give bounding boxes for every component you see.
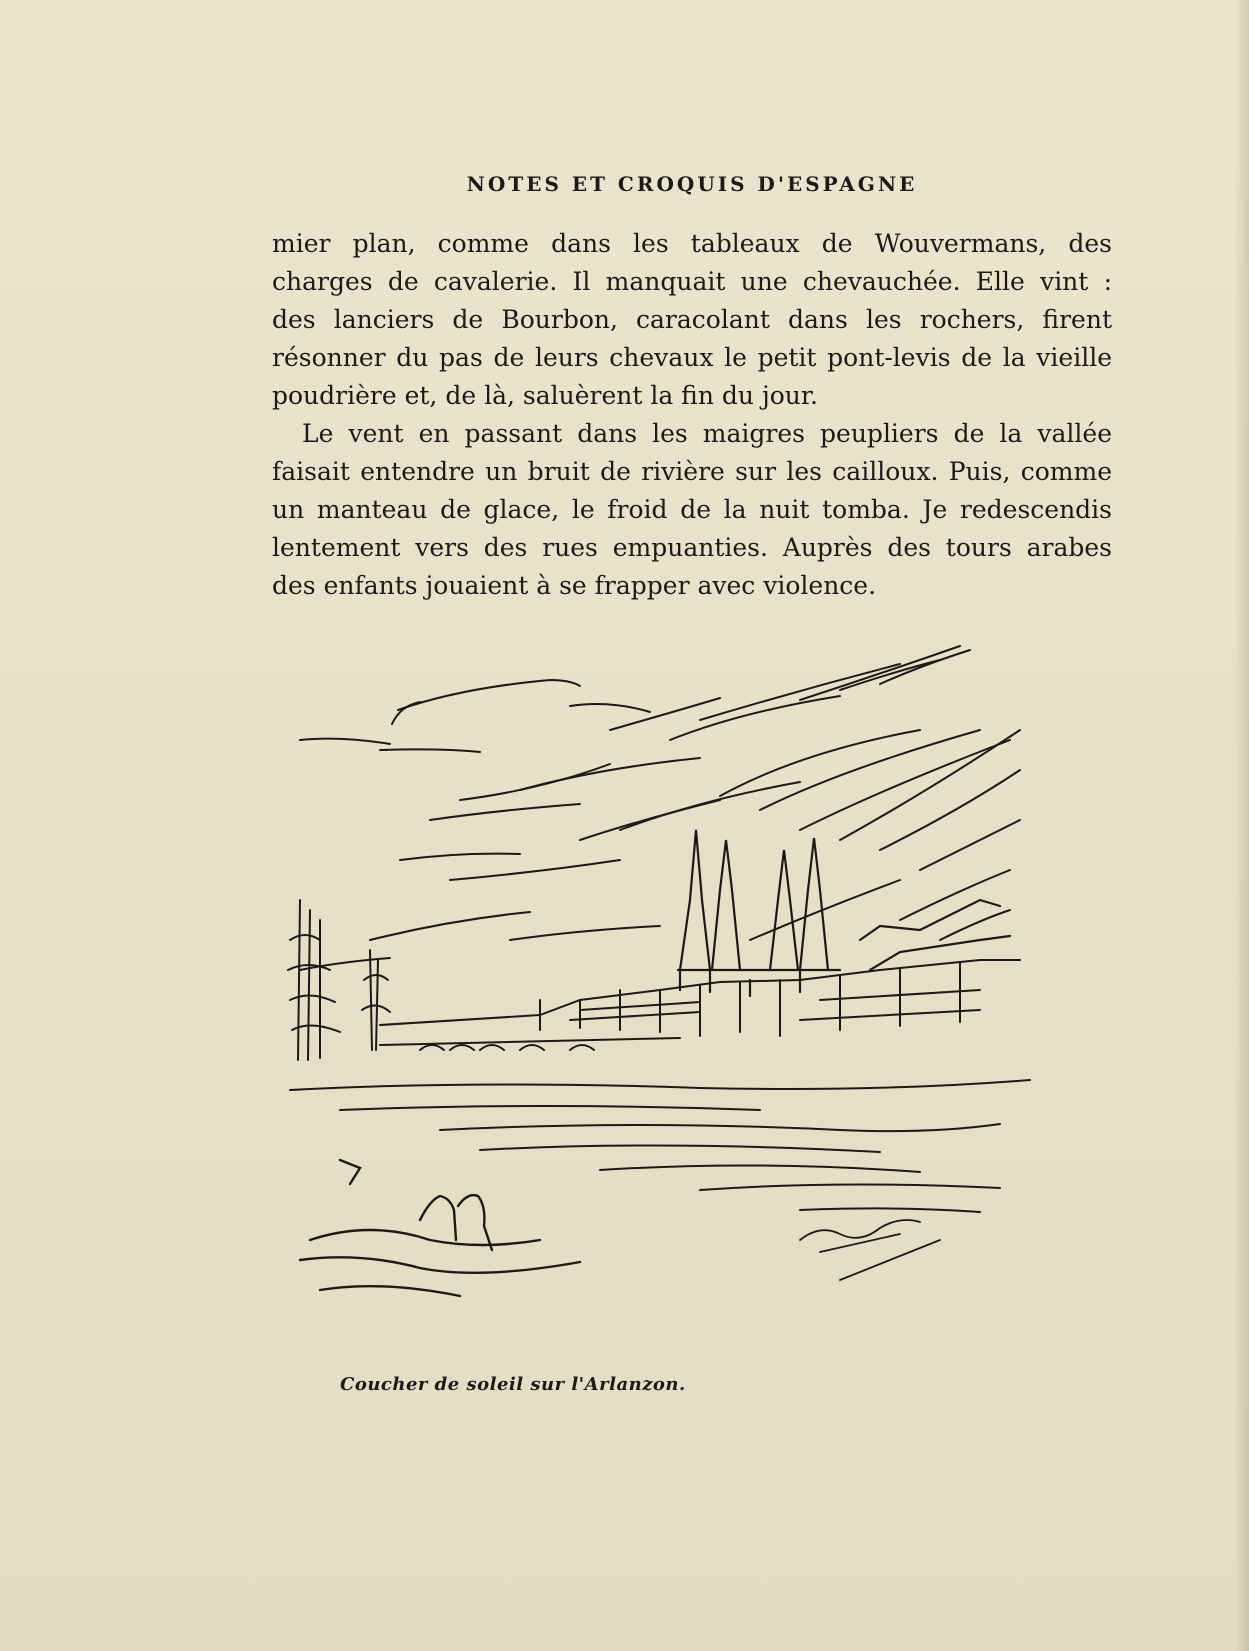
poplar-trees [288, 900, 390, 1060]
text-line: des lanciers de Bourbon, caracolant dans les rochers, firent [272, 305, 1112, 334]
text-line: des enfants jouaient à se frapper avec violence. [272, 571, 877, 600]
washerwomen-figures [300, 1160, 580, 1296]
sky-hatching [300, 646, 1020, 970]
text-line: poudrière et, de là, saluèrent la fin du jour. [272, 381, 819, 410]
page-edge-shadow [1235, 0, 1249, 1651]
text-line: faisait entendre un bruit de rivière sur les cailloux. Puis, comme [272, 457, 1112, 486]
text-line: mier plan, comme dans les tableaux de Wouvermans, des [272, 229, 1112, 258]
river-water [290, 1080, 1030, 1212]
body-text [272, 225, 1112, 605]
running-title: NOTES ET CROQUIS D'ESPAGNE [466, 172, 918, 196]
text-line: résonner du pas de leurs chevaux le petit pont-levis de la vieille [272, 343, 1112, 372]
illustration-caption: Coucher de soleil sur l'Arlanzon. [340, 1374, 686, 1395]
text-line: charges de cavalerie. Il manquait une chevauchée. Elle vint : [272, 267, 1112, 296]
text-line: un manteau de glace, le froid de la nuit tomba. Je redescendis [272, 495, 1112, 524]
text-line: Le vent en passant dans les maigres peupliers de la vallée [302, 419, 1112, 448]
pen-drawing-illustration [280, 640, 1100, 1340]
artist-signature [800, 1220, 940, 1280]
sunset-river-sketch [280, 640, 1100, 1340]
town-and-bridge [380, 960, 1020, 1050]
text-line: lentement vers des rues empuanties. Auprès des tours arabes [272, 533, 1112, 562]
